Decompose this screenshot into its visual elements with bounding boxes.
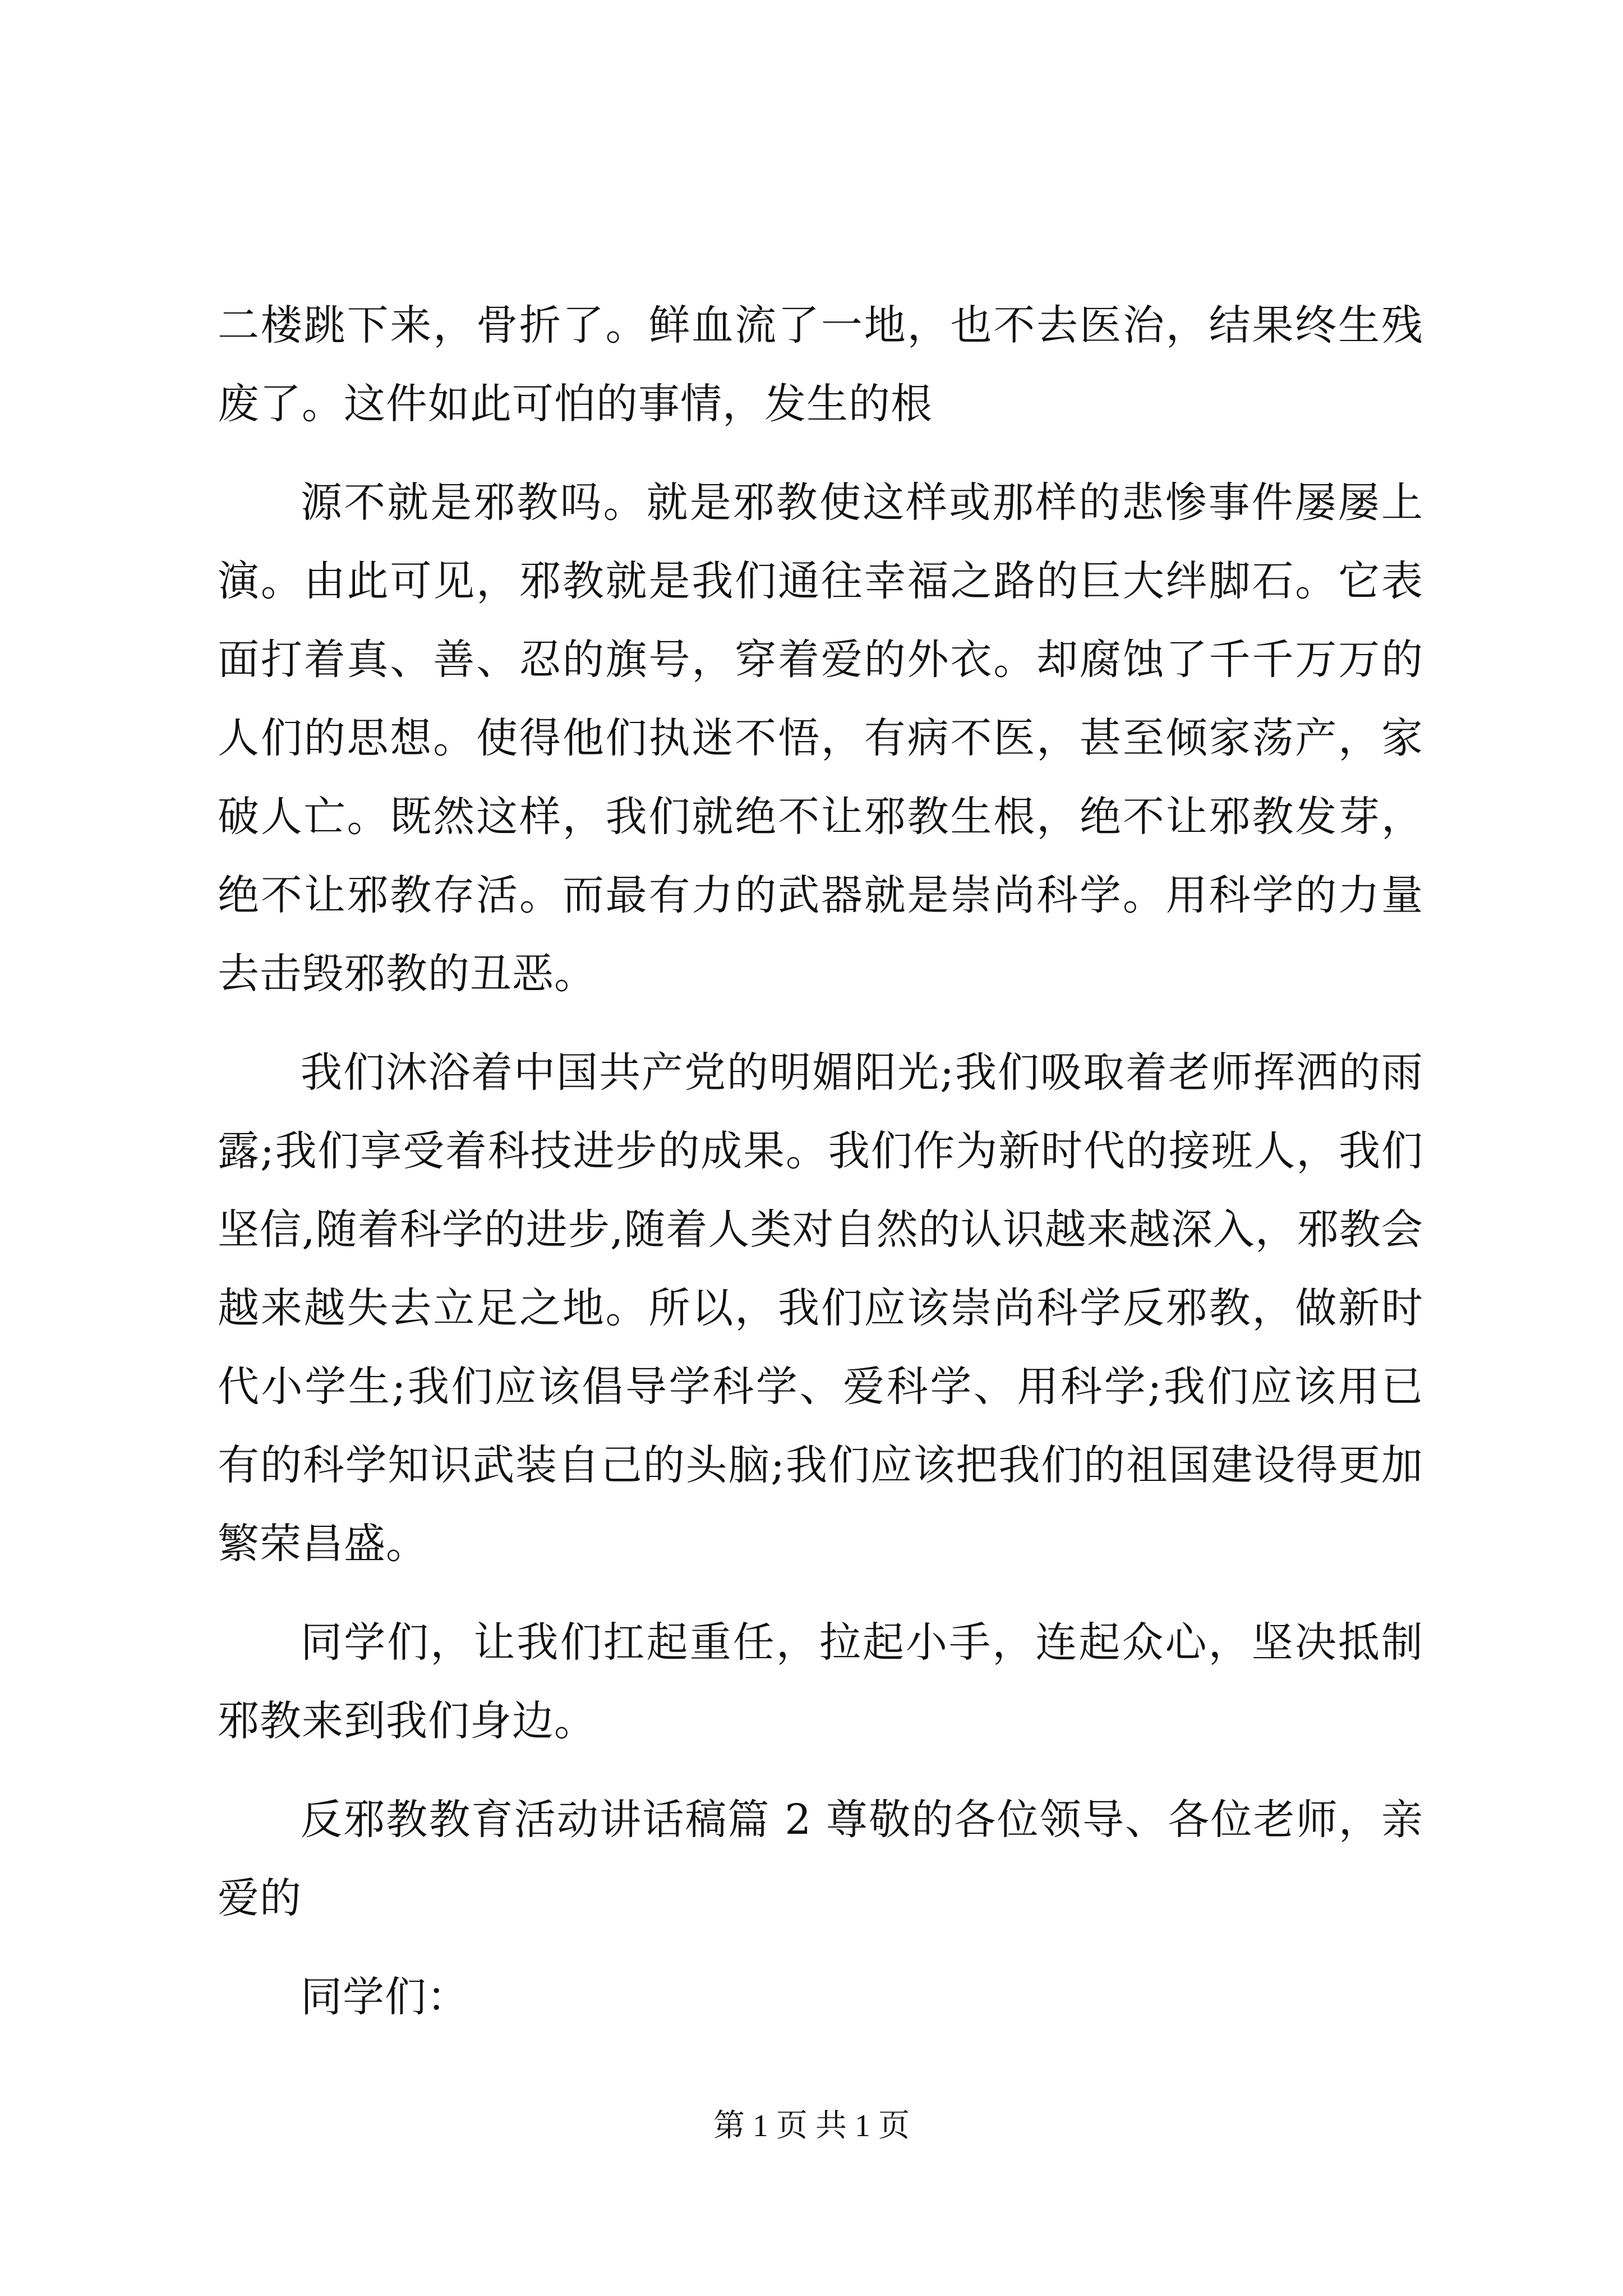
paragraph-2: 源不就是邪教吗。就是邪教使这样或那样的悲惨事件屡屡上演。由此可见，邪教就是我们通往幸福之路的巨大绊脚石。它表面打着真、善、忍的旗号，穿着爱的外衣。却腐蚀了千千万万的人们的思想。使得他们执迷不悟，有病不医，甚至倾家荡产，家破人亡。既然这样，我们就绝不让邪教生根，绝不让邪教发芽，绝不让邪教存活。而最有力的武器就是崇尚科学。用科学的力量去击毁邪教的丑恶。 — [218, 478, 1423, 998]
paragraph-1: 二楼跳下来，骨折了。鲜血流了一地，也不去医治，结果终生残废了。这件如此可怕的事情，发生的根 — [218, 301, 1423, 428]
body-text — [218, 286, 1423, 2056]
paragraph-4: 同学们，让我们扛起重任，拉起小手，连起众心，坚决抵制邪教来到我们身边。 — [218, 1618, 1423, 1745]
paragraph-3: 我们沐浴着中国共产党的明媚阳光;我们吸取着老师挥洒的雨露;我们享受着科技进步的成果。我们作为新时代的接班人，我们坚信,随着科学的进步,随着人类对自然的认识越来越深入，邪教会越来越失去立足之地。所以，我们应该崇尚科学反邪教，做新时代小学生;我们应该倡导学科学、爱科学、用科学;我们应该用已有的科学知识武装自己的头脑;我们应该把我们的祖国建设得更加繁荣昌盛。 — [218, 1048, 1423, 1568]
paragraph-6: 同学们： — [301, 1973, 469, 2021]
paragraph-5: 反邪教教育活动讲话稿篇 2 尊敬的各位领导、各位老师，亲爱的 — [218, 1796, 1423, 1922]
page-footer: 第 1 页 共 1 页 — [713, 2109, 910, 2143]
